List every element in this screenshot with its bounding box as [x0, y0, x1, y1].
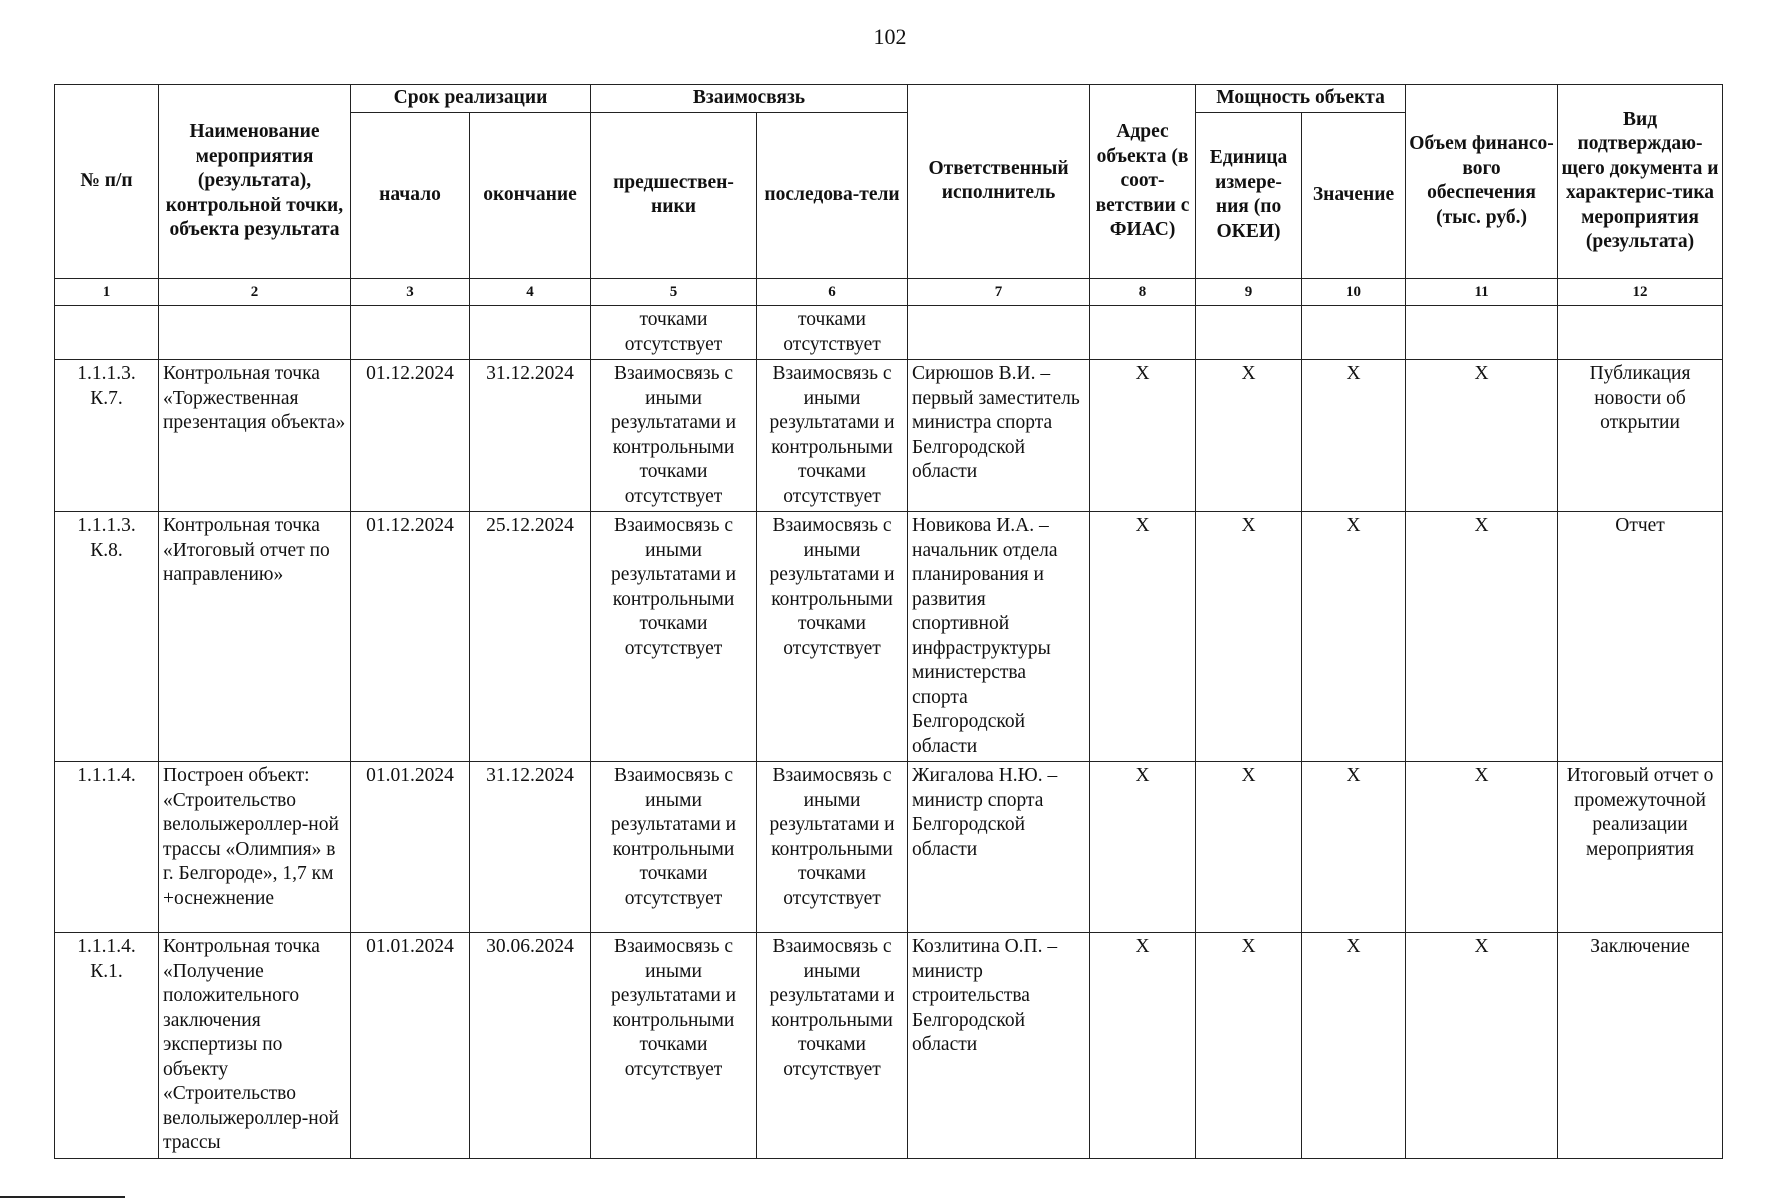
- cell-predecessors: Взаимосвязь с иными результатами и контрольными точками отсутствует: [591, 762, 757, 933]
- table-row: [55, 933, 1723, 1159]
- cell-end: 30.06.2024: [470, 933, 591, 1159]
- cell-start: 01.01.2024: [351, 933, 470, 1159]
- page-number: 102: [873, 24, 907, 49]
- cell-responsible: Жигалова Н.Ю. – министр спорта Белгородской области: [908, 762, 1090, 933]
- table-row: [55, 360, 1723, 512]
- cell-document: Публикация новости об открытии: [1558, 360, 1723, 512]
- header-value: Значение: [1302, 112, 1406, 278]
- cell-predecessors: Взаимосвязь с иными результатами и контрольными точками отсутствует: [591, 512, 757, 762]
- header-number: № п/п: [55, 85, 159, 279]
- cell-value: Х: [1302, 512, 1406, 762]
- cell-end: 31.12.2024: [470, 762, 591, 933]
- header-finance: Объем финансо-вого обеспечения (тыс. руб.): [1406, 85, 1558, 279]
- cell-responsible: Новикова И.А. – начальник отдела планирования и развития спортивной инфраструктуры министерства спорта Белгородской области: [908, 512, 1090, 762]
- cell-number: [55, 306, 159, 360]
- cell-responsible: [908, 306, 1090, 360]
- cell-unit: Х: [1196, 512, 1302, 762]
- cell-predecessors: Взаимосвязь с иными результатами и контрольными точками отсутствует: [591, 360, 757, 512]
- cell-address: Х: [1090, 360, 1196, 512]
- header-row-top: [55, 85, 1723, 113]
- cell-start: 01.12.2024: [351, 512, 470, 762]
- header-predecessors: предшествен-ники: [591, 112, 757, 278]
- cell-successors: Взаимосвязь с иными результатами и контрольными точками отсутствует: [757, 933, 908, 1159]
- header-end: окончание: [470, 112, 591, 278]
- cell-responsible: Козлитина О.П. – министр строительства Белгородской области: [908, 933, 1090, 1159]
- cell-value: Х: [1302, 933, 1406, 1159]
- cell-name: Контрольная точка «Получение положительного заключения экспертизы по объекту «Строительство велолыжероллер-ной трассы: [159, 933, 351, 1159]
- column-number: 3: [351, 278, 470, 306]
- cell-unit: [1196, 306, 1302, 360]
- header-unit: Единица измере-ния (по ОКЕИ): [1196, 112, 1302, 278]
- cell-successors: Взаимосвязь с иными результатами и контрольными точками отсутствует: [757, 762, 908, 933]
- cell-document: Заключение: [1558, 933, 1723, 1159]
- header-name: Наименование мероприятия (результата), контрольной точки, объекта результата: [159, 85, 351, 279]
- column-number: 10: [1302, 278, 1406, 306]
- cell-predecessors: точками отсутствует: [591, 306, 757, 360]
- cell-end: [470, 306, 591, 360]
- cell-number: 1.1.1.3. К.8.: [55, 512, 159, 762]
- cell-start: 01.01.2024: [351, 762, 470, 933]
- cell-number: 1.1.1.3. К.7.: [55, 360, 159, 512]
- cell-address: Х: [1090, 512, 1196, 762]
- cell-finance: [1406, 306, 1558, 360]
- cell-finance: Х: [1406, 360, 1558, 512]
- cell-value: [1302, 306, 1406, 360]
- cell-start: 01.12.2024: [351, 360, 470, 512]
- footer-rule: [0, 1196, 125, 1198]
- column-number: 4: [470, 278, 591, 306]
- header-link-group: Взаимосвязь: [591, 85, 908, 113]
- cell-finance: Х: [1406, 762, 1558, 933]
- table-row: [55, 512, 1723, 762]
- cell-end: 31.12.2024: [470, 360, 591, 512]
- cell-unit: Х: [1196, 360, 1302, 512]
- header-responsible: Ответственный исполнитель: [908, 85, 1090, 279]
- cell-address: Х: [1090, 762, 1196, 933]
- column-number: 2: [159, 278, 351, 306]
- table-row: [55, 306, 1723, 360]
- cell-unit: Х: [1196, 933, 1302, 1159]
- cell-document: [1558, 306, 1723, 360]
- cell-document: Итоговый отчет о промежуточной реализации мероприятия: [1558, 762, 1723, 933]
- cell-number: 1.1.1.4.: [55, 762, 159, 933]
- cell-start: [351, 306, 470, 360]
- cell-predecessors: Взаимосвязь с иными результатами и контрольными точками отсутствует: [591, 933, 757, 1159]
- header-capacity-group: Мощность объекта: [1196, 85, 1406, 113]
- cell-address: [1090, 306, 1196, 360]
- column-number: 1: [55, 278, 159, 306]
- cell-responsible: Сирюшов В.И. – первый заместитель министра спорта Белгородской области: [908, 360, 1090, 512]
- cell-name: Контрольная точка «Торжественная презентация объекта»: [159, 360, 351, 512]
- cell-successors: Взаимосвязь с иными результатами и контрольными точками отсутствует: [757, 360, 908, 512]
- cell-name: [159, 306, 351, 360]
- cell-finance: Х: [1406, 512, 1558, 762]
- header-start: начало: [351, 112, 470, 278]
- cell-name: Контрольная точка «Итоговый отчет по направлению»: [159, 512, 351, 762]
- column-number: 11: [1406, 278, 1558, 306]
- cell-end: 25.12.2024: [470, 512, 591, 762]
- cell-address: Х: [1090, 933, 1196, 1159]
- column-number: 7: [908, 278, 1090, 306]
- cell-finance: Х: [1406, 933, 1558, 1159]
- header-address: Адрес объекта (в соот-ветствии с ФИАС): [1090, 85, 1196, 279]
- column-number: 9: [1196, 278, 1302, 306]
- cell-value: Х: [1302, 360, 1406, 512]
- cell-unit: Х: [1196, 762, 1302, 933]
- cell-document: Отчет: [1558, 512, 1723, 762]
- events-table: [54, 84, 1723, 1159]
- header-term-group: Срок реализации: [351, 85, 591, 113]
- column-number: 5: [591, 278, 757, 306]
- header-document: Вид подтверждаю-щего документа и характерис-тика мероприятия (результата): [1558, 85, 1723, 279]
- column-number-row: [55, 278, 1723, 306]
- table-row: [55, 762, 1723, 933]
- cell-name: Построен объект: «Строительство велолыжероллер-ной трассы «Олимпия» в г. Белгороде», 1,7 км +оснежнение: [159, 762, 351, 933]
- column-number: 6: [757, 278, 908, 306]
- cell-value: Х: [1302, 762, 1406, 933]
- column-number: 12: [1558, 278, 1723, 306]
- cell-successors: Взаимосвязь с иными результатами и контрольными точками отсутствует: [757, 512, 908, 762]
- header-successors: последова-тели: [757, 112, 908, 278]
- cell-number: 1.1.1.4. К.1.: [55, 933, 159, 1159]
- column-number: 8: [1090, 278, 1196, 306]
- cell-successors: точками отсутствует: [757, 306, 908, 360]
